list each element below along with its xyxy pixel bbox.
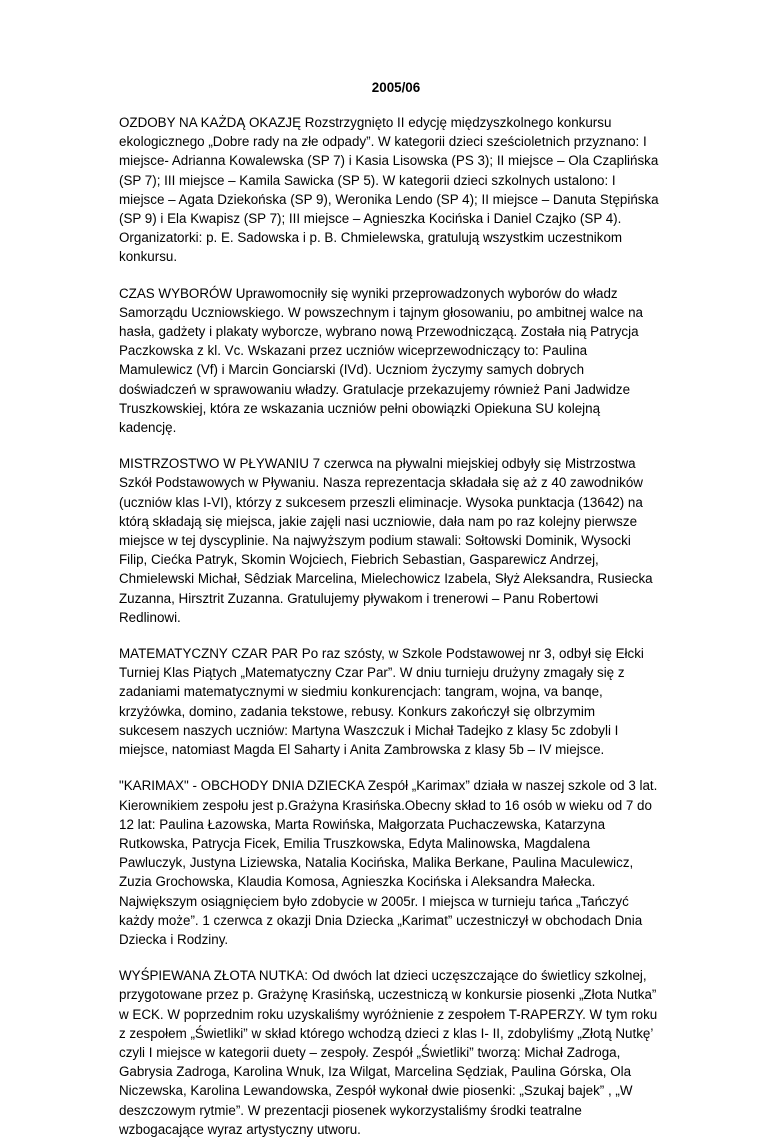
- paragraph-czas-wyborow: CZAS WYBORÓW Uprawomocniły się wyniki przeprowadzonych wyborów do władz Samorządu Uczniowskiego. W powszechnym i tajnym głosowaniu, po ambitnej walce na hasła, gadżety i plakaty wyborcze, wybrano nową Przewodniczącą. Została nią Patrycja Paczkowska z kl. Vc. Wskazani przez uczniów wiceprzewodniczący to: Paulina Mamulewicz (Vf) i Marcin Gonciarski (IVd). Uczniom życzymy samych dobrych doświadczeń w sprawowaniu władzy. Gratulacje przekazujemy również Pani Jadwidze Truszkowskiej, która ze wskazania uczniów pełni obowiązki Opiekuna SU kolejną kadencję.: [119, 285, 643, 436]
- paragraph-matematyczny-czar-par: MATEMATYCZNY CZAR PAR Po raz szósty, w Szkole Podstawowej nr 3, odbył się Ełcki Turniej Klas Piątych „Matematyczny Czar Par”. W dniu turnieju drużyny zmagały się z zadaniami matematycznymi w siedmiu konkurencjach: tangram, wojna, va banqe, krzyżówka, domino, zadania tekstowe, rebusy. Konkurs zakończył się olbrzymim sukcesem naszych uczniów: Martyna Waszczuk i Michał Tadejko z klasy 5c zdobyli I miejsce, natomiast Magda El Saharty i Anita Zambrowska z klasy 5b – IV miejsce.: [119, 646, 644, 758]
- paragraph-karimax: "KARIMAX" - OBCHODY DNIA DZIECKA Zespół „Karimax” działa w naszej szkole od 3 lat. Kierownikiem zespołu jest p.Grażyna Krasińska.Obecny skład to 16 osób w wieku od 7 do 12 lat: Paulina Łazowska, Marta Rowińska, Małgorzata Puchaczewska, Katarzyna Rutkowska, Patrycja Ficek, Emilia Truszkowska, Edyta Malinowska, Magdalena Pawluczyk, Justyna Liziewska, Natalia Kocińska, Malika Berkane, Paulina Maculewicz, Zuzia Grochowska, Klaudia Komosa, Agnieszka Kocińska i Aleksandra Małecka. Największym osiągnięciem było zdobycie w 2005r. I miejsca w turnieju tańca „Tańczyć każdy może”. 1 czerwca z okazji Dnia Dziecka „Karimat” uczestniczył w obchodach Dnia Dziecka i Rodziny.: [119, 778, 658, 947]
- paragraph-zlota-nutka: WYŚPIEWANA ZŁOTA NUTKA: Od dwóch lat dzieci uczęszczające do świetlicy szkolnej, przygotowane przez p. Grażynę Krasińską, uczestniczą w konkursie piosenki „Złota Nutka” w ECK. W poprzednim roku uzyskaliśmy wyróżnienie z zespołem T-RAPERZY. W tym roku z zespołem „Świetliki” w skład którego wchodzą dzieci z klas I- II, zdobyliśmy „Złotą Nutkę’ czyli I miejsce w kategorii duety – zespoły. Zespół „Świetliki” tworzą: Michał Zadroga, Gabrysia Zadroga, Karolina Wnuk, Iza Wilgat, Marcelina Sędziak, Paulina Górska, Ola Niczewska, Karolina Lewandowska, Zespół wykonał dwie piosenki: „Szukaj bajek” , „W deszczowym rytmie”. W prezentacji piosenek wykorzystaliśmy środki teatralne wzbogacające wyraz artystyczny utworu.: [119, 968, 658, 1137]
- paragraph-mistrzostwo-plywanie: MISTRZOSTWO W PŁYWANIU 7 czerwca na pływalni miejskiej odbyły się Mistrzostwa Szkół Podstawowych w Pływaniu. Nasza reprezentacja składała się aż z 40 zawodników (uczniów klas I-VI), którzy z sukcesem przeszli eliminacje. Wysoka punktacja (13642) na którą składają się miejsca, jakie zajęli nasi uczniowie, dała nam po raz kolejny pierwsze miejsce w tej dyscyplinie. Na najwyższym podium stawali: Sołtowski Dominik, Wysocki Filip, Ciećka Patryk, Skomin Wojciech, Fiebrich Sebastian, Gasparewicz Andrzej, Chmielewski Michał, Sêdziak Marcelina, Mielechowicz Izabela, Słyż Aleksandra, Rusiecka Zuzanna, Hirsztrit Zuzanna. Gratulujemy pływakom i trenerowi – Panu Robertowi Redlinowi.: [119, 456, 653, 625]
- paragraph-ozdoby: OZDOBY NA KAŻDĄ OKAZJĘ Rozstrzygnięto II edycję międzyszkolnego konkursu ekologicznego „Dobre rady na złe odpady”. W kategorii dzieci sześcioletnich przyznano: I miejsce- Adrianna Kowalewska (SP 7) i Kasia Lisowska (PS 3); II miejsce – Ola Czaplińska (SP 7); III miejsce – Kamila Sawicka (SP 5). W kategorii dzieci szkolnych ustalono: I miejsce – Agata Dziekońska (SP 9), Weronika Lendo (SP 4); II miejsce – Danuta Stępińska (SP 9) i Ela Kwapisz (SP 7); III miejsce – Agnieszka Kocińska i Daniel Czajko (SP 4). Organizatorki: p. E. Sadowska i p. B. Chmielewska, gratulują wszystkim uczestnikom konkursu.: [119, 115, 659, 265]
- document-title: 2005/06: [371, 80, 421, 95]
- document-body: [119, 113, 659, 1139]
